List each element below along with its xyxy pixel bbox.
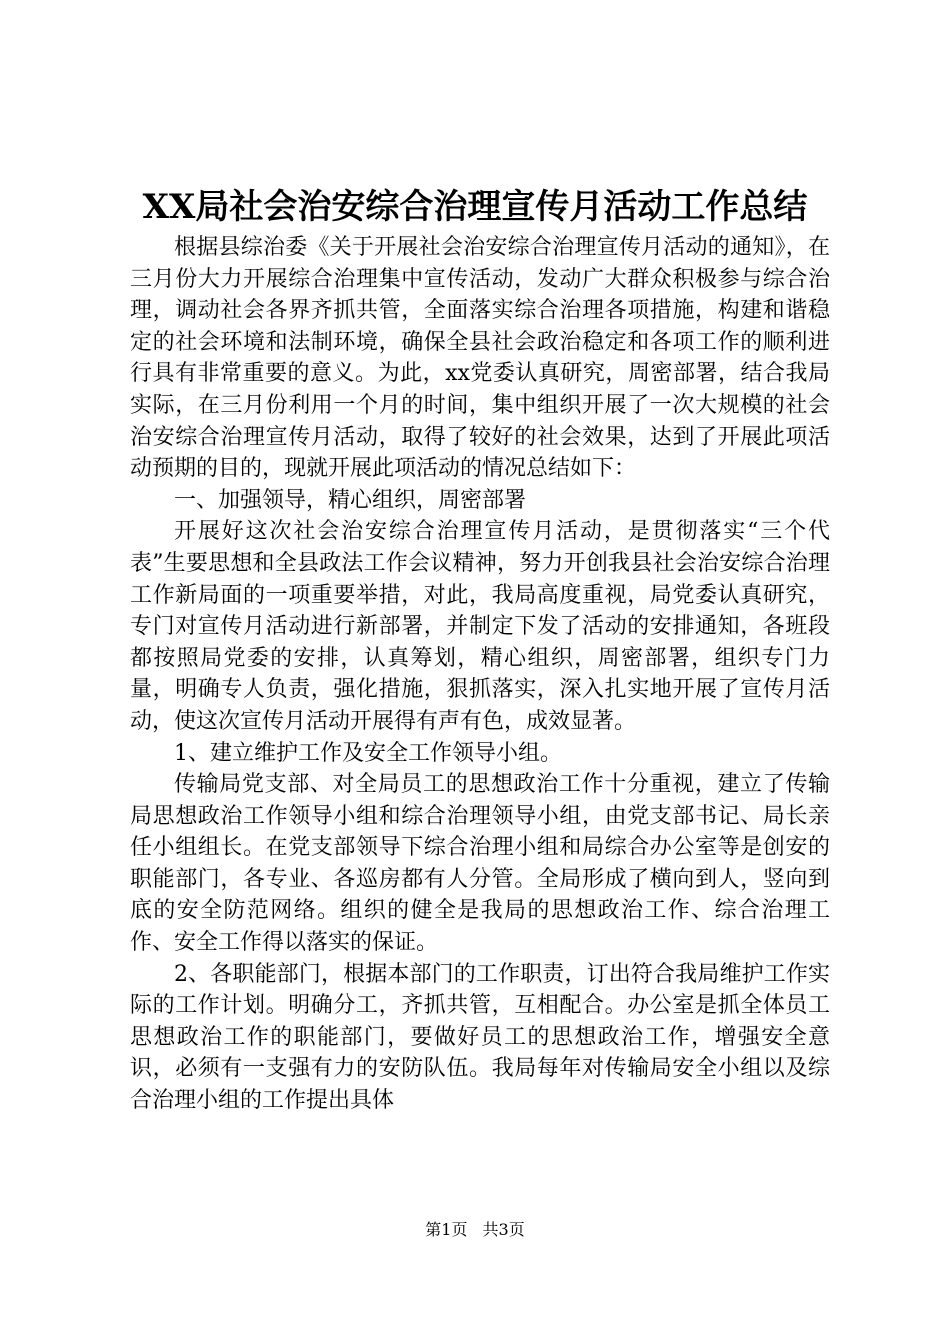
document-body xyxy=(130,232,830,1117)
page-number: 第1页 xyxy=(425,1220,468,1239)
page-total: 共3页 xyxy=(482,1220,525,1239)
paragraph-intro: 根据县综治委《关于开展社会治安综合治理宣传月活动的通知》，在三月份大力开展综合治理集中宣传活动，发动广大群众积极参与综合治理，调动社会各界齐抓共管，全面落实综合治理各项措施，构建和谐稳定的社会环境和法制环境，确保全县社会政治稳定和各项工作的顺利进行具有非常重要的意义。为此，xx党委认真研究，周密部署，结合我局实际，在三月份利用一个月的时间，集中组织开展了一次大规模的社会治安综合治理宣传月活动，取得了较好的社会效果，达到了开展此项活动预期的目的，现就开展此项活动的情况总结如下： xyxy=(130,235,830,482)
paragraph-section-1: 开展好这次社会治安综合治理宣传月活动，是贯彻落实“三个代表”生要思想和全县政法工作会议精神，努力开创我县社会治安综合治理工作新局面的一项重要举措，对此，我局高度重视，局党委认真研究，专门对宣传月活动进行新部署，并制定下发了活动的安排通知，各班段都按照局党委的安排，认真筹划，精心组织，周密部署，组织专门力量，明确专人负责，强化措施，狠抓落实，深入扎实地开展了宣传月活动，使这次宣传月活动开展得有声有色，成效显著。 xyxy=(130,519,830,734)
section-heading-1: 一、加强领导，精心组织，周密部署 xyxy=(174,487,527,513)
subsection-heading-1: 1、建立维护工作及安全工作领导小组。 xyxy=(174,740,562,766)
paragraph-subsection-2: 2、各职能部门，根据本部门的工作职责，订出符合我局维护工作实际的工作计划。明确分工，齐抓共管，互相配合。办公室是抓全体员工思想政治工作的职能部门，要做好员工的思想政治工作，增强安全意识，必须有一支强有力的安防队伍。我局每年对传输局安全小组以及综合治理小组的工作提出具体 xyxy=(130,961,830,1114)
page-footer xyxy=(0,1218,950,1242)
paragraph-subsection-1: 传输局党支部、对全局员工的思想政治工作十分重视，建立了传输局思想政治工作领导小组和综合治理领导小组，由党支部书记、局长亲任小组组长。在党支部领导下综合治理小组和局综合办公室等是创安的职能部门，各专业、各巡房都有人分管。全局形成了横向到人，竖向到底的安全防范网络。组织的健全是我局的思想政治工作、综合治理工作、安全工作得以落实的保证。 xyxy=(130,772,830,956)
document-title: XX局社会治安综合治理宣传月活动工作总结 xyxy=(142,187,808,227)
